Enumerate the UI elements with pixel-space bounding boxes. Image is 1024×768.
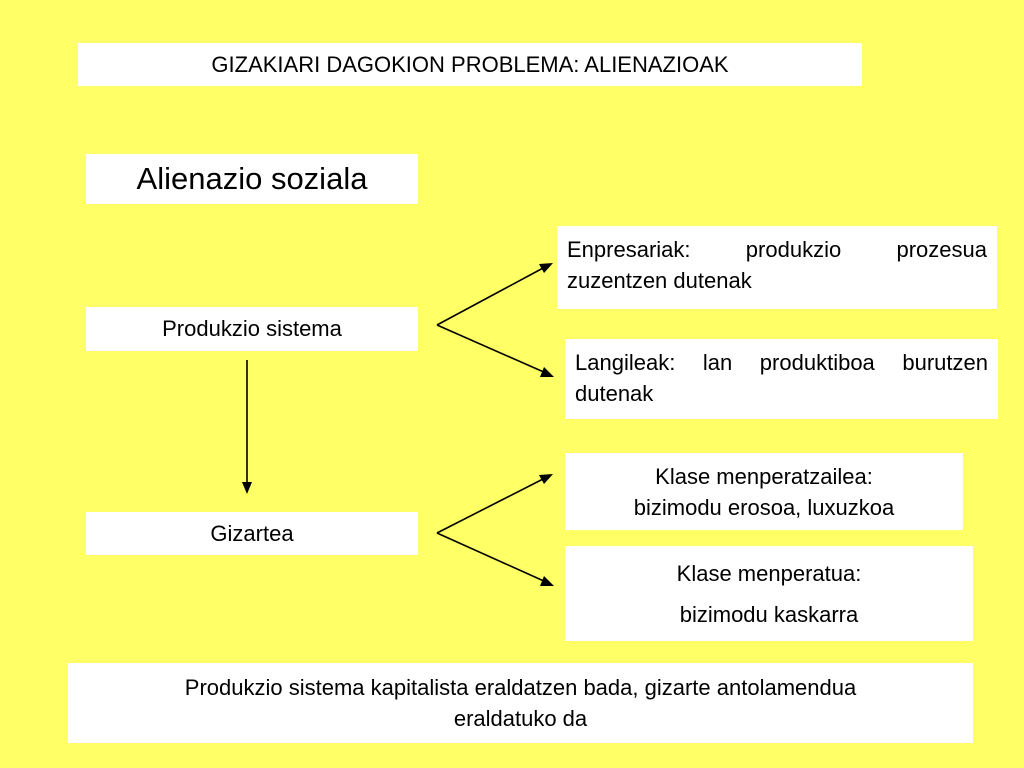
node-klase-menperatua-line1: Klase menperatua: [676,560,862,586]
node-gizartea-label: Gizartea [210,520,294,546]
node-enpresariak-line2: zuzentzen dutenak [567,268,752,293]
arrowhead-produkzio-to-gizartea [242,482,252,494]
arrowhead-produkzio-to-langileak [540,367,554,377]
conclusion-line2: eraldatuko da [453,706,588,731]
node-langileak [565,339,998,419]
node-produkzio-sistema [86,307,418,351]
arrow-produkzio-to-langileak [437,325,546,373]
node-klase-menperatzailea-line2: bizimodu erosoa, luxuzkoa [633,494,895,520]
page-title [78,43,862,86]
arrow-produkzio-to-enpresariak [437,267,545,325]
conclusion-box [68,663,973,743]
arrowhead-produkzio-to-enpresariak [539,263,553,273]
node-klase-menperatzailea-line1: Klase menperatzailea: [655,463,873,489]
heading-alienazio-soziala [86,154,418,204]
page-title-text: GIZAKIARI DAGOKION PROBLEMA: ALIENAZIOAK [211,51,729,77]
node-klase-menperatua-line2: bizimodu kaskarra [679,601,859,627]
heading-text: Alienazio soziala [136,161,368,196]
node-langileak-line2: burutzen dutenak [575,350,988,406]
arrow-gizartea-to-klase1 [437,478,545,533]
node-enpresariak [557,226,997,309]
conclusion-line1: Produkzio sistema kapitalista eraldatzen bada, gizarte antolamendua [184,675,857,700]
node-klase-menperatzailea [565,453,963,530]
node-langileak-line1: Langileak: lan produktiboa [575,350,875,375]
arrowhead-gizartea-to-klase2 [540,576,554,586]
arrowhead-gizartea-to-klase1 [539,474,553,484]
node-produkzio-sistema-label: Produkzio sistema [162,316,342,341]
node-klase-menperatua [565,546,973,641]
node-gizartea [86,512,418,555]
arrow-gizartea-to-klase2 [437,533,546,582]
node-enpresariak-line1: Enpresariak: produkzio prozesua [567,237,987,262]
